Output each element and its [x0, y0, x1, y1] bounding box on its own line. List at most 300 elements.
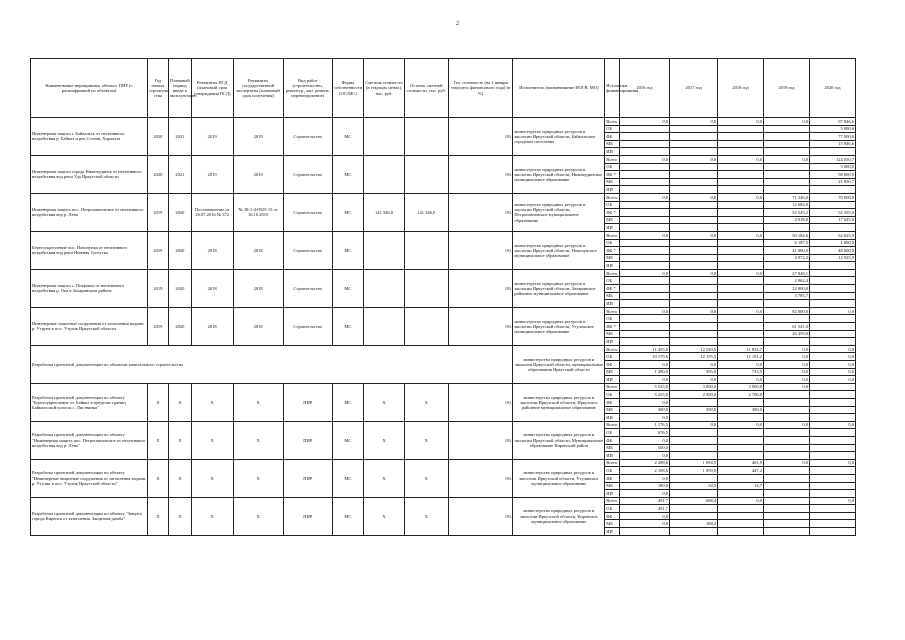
value-2016: [619, 292, 669, 300]
source-label: Всего: [605, 118, 620, 126]
source-label: Всего: [605, 307, 620, 315]
source-label: ОБ: [605, 505, 620, 513]
source-label: ОБ: [605, 201, 620, 209]
value-2019: 0,0: [764, 345, 810, 353]
commission-year: 2020: [168, 231, 191, 269]
expertise-details: 2018: [233, 269, 283, 307]
source-label: ФБ: [605, 361, 620, 369]
commission-year: X: [168, 459, 191, 497]
value-2020: [809, 414, 855, 422]
value-2017: [670, 186, 718, 194]
work-type: Строительство: [283, 118, 332, 156]
source-label: Всего: [605, 383, 620, 391]
value-2018: 0,0: [718, 376, 764, 384]
value-2018: 0,0: [718, 193, 764, 201]
value-2019: 0,0: [764, 155, 810, 163]
value-2016: [619, 262, 669, 270]
value-2019: [764, 429, 810, 437]
table-row: [31, 193, 856, 201]
value-2020: [809, 315, 855, 323]
source-label: Всего: [605, 231, 620, 239]
value-2019: [764, 300, 810, 308]
value-2020: [809, 482, 855, 490]
value-2020: [809, 269, 855, 277]
value-2019: 2 062,4: [764, 277, 810, 285]
value-2017: 395,0: [670, 368, 718, 376]
value-2018: [718, 429, 764, 437]
expertise-details: 2018: [233, 231, 283, 269]
value-2016: [619, 300, 669, 308]
value-2016: [619, 171, 669, 179]
object-name: Инженерная защита города Нижнеудинск от негативного воздействия вод реки Уда Иркутской области: [31, 155, 148, 193]
start-year: X: [147, 383, 168, 421]
ownership: МС: [332, 383, 363, 421]
value-2016: 0,0: [619, 118, 669, 126]
source-label: ИИ: [605, 338, 620, 346]
value-2017: [670, 338, 718, 346]
work-type: ПИР: [283, 421, 332, 459]
program-table: [30, 58, 856, 536]
source-label: Всего: [605, 345, 620, 353]
estimated-cost: X: [364, 497, 405, 535]
value-2018: [718, 292, 764, 300]
value-2016: 180,0: [619, 482, 669, 490]
pir-details: 2018: [191, 269, 233, 307]
value-2017: [670, 300, 718, 308]
executor: министерство природных ресурсов и экологии Иркутской области, Иркутское районное муниципальное образование: [513, 383, 605, 421]
header-estimated-cost: Сметная стоимость (в текущих ценах), тыс. руб.: [364, 59, 405, 118]
source-label: МБ: [605, 292, 620, 300]
value-2019: [764, 467, 810, 475]
value-2020: [809, 398, 855, 406]
commission-year: X: [168, 497, 191, 535]
value-2017: [670, 254, 718, 262]
value-2016: 0,0: [619, 231, 669, 239]
value-2018: [718, 277, 764, 285]
remaining-cost: [404, 155, 448, 193]
expertise-details: 2019: [233, 155, 283, 193]
value-2018: [718, 186, 764, 194]
value-2019: [764, 338, 810, 346]
pir-details: 2018: [191, 231, 233, 269]
value-2017: 12 155,5: [670, 353, 718, 361]
ownership: МС: [332, 193, 363, 231]
value-2017: [670, 239, 718, 247]
value-2019: 0,0: [764, 459, 810, 467]
value-2017: 0,0: [670, 269, 718, 277]
header-2020: 2020 год: [809, 59, 855, 118]
start-year: 2019: [147, 269, 168, 307]
header-work-type: Вид работ (строительство, реконстр., кап. ремонт, перевооружение): [283, 59, 332, 118]
value-2017: 0,0: [670, 421, 718, 429]
value-2016: [619, 163, 669, 171]
source-label: ОБ: [605, 239, 620, 247]
header-2018: 2018 год: [718, 59, 764, 118]
work-type: ПИР: [283, 459, 332, 497]
value-2018: [718, 262, 764, 270]
source-label: ОБ: [605, 277, 620, 285]
pir-details: 2019: [191, 155, 233, 193]
value-2016: 0,0: [619, 376, 669, 384]
value-2018: [718, 528, 764, 536]
value-2018: 11 834,7: [718, 345, 764, 353]
source-label: ОБ: [605, 125, 620, 133]
source-label: ИИ: [605, 528, 620, 536]
value-2016: [619, 239, 669, 247]
source-label: ИИ: [605, 224, 620, 232]
readiness: 0%: [448, 118, 513, 156]
value-2018: [718, 201, 764, 209]
value-2017: [670, 133, 718, 141]
header-sources: Источники финансирования: [605, 59, 620, 118]
value-2016: 0,0: [619, 307, 669, 315]
value-2020: 0,0: [809, 459, 855, 467]
value-2020: 0,0: [809, 353, 855, 361]
value-2016: 300,0: [619, 406, 669, 414]
value-2017: [670, 247, 718, 255]
value-2016: 0,0: [619, 414, 669, 422]
value-2016: 0,0: [619, 474, 669, 482]
ownership: МС: [332, 118, 363, 156]
value-2018: 3 000,0: [718, 383, 764, 391]
value-2020: 124 050,7: [809, 155, 855, 163]
source-label: МБ: [605, 406, 620, 414]
table-row: [31, 118, 856, 126]
value-2018: [718, 163, 764, 171]
value-2017: 1 094,5: [670, 459, 718, 467]
value-2018: 0,0: [718, 118, 764, 126]
work-type: Строительство: [283, 307, 332, 345]
source-label: МБ: [605, 482, 620, 490]
header-2017: 2017 год: [670, 59, 718, 118]
readiness: 0%: [448, 193, 513, 231]
ownership: МС: [332, 231, 363, 269]
value-2019: 0,0: [764, 353, 810, 361]
table-row: [31, 421, 856, 429]
value-2016: [619, 323, 669, 331]
value-2016: 5 525,0: [619, 383, 669, 391]
value-2016: 491,7: [619, 497, 669, 505]
value-2018: [718, 520, 764, 528]
executor: министерство природных ресурсов и экологии Иркутской области, Муниципальное образование Киренский район: [513, 421, 605, 459]
value-2020: [809, 323, 855, 331]
value-2016: 0,0: [619, 193, 669, 201]
value-2020: [809, 520, 855, 528]
value-2019: [764, 140, 810, 148]
executor: министерство природных ресурсов и экологии Иркутской области, Утуликское муниципальное образование: [513, 307, 605, 345]
ownership: МС: [332, 155, 363, 193]
object-name: Разработка проектной документации по объекту "Берегоукрепление оз. Байкал в пределах границ Байкальской полосы с. Листвянка": [31, 383, 148, 421]
executor: министерство природных ресурсов и экологии Иркутской области, Киренское муниципальное образование: [513, 497, 605, 535]
value-2017: [670, 292, 718, 300]
value-2018: [718, 505, 764, 513]
executor: министерство природных ресурсов и экологии Иркутской области, Новочунское муниципальное образование: [513, 231, 605, 269]
value-2017: 0,0: [670, 361, 718, 369]
value-2016: [619, 224, 669, 232]
value-2020: [809, 383, 855, 391]
source-label: ИИ: [605, 262, 620, 270]
commission-year: 2020: [168, 269, 191, 307]
value-2017: 34,5: [670, 482, 718, 490]
value-2017: [670, 330, 718, 338]
value-2020: [809, 201, 855, 209]
value-2017: [670, 398, 718, 406]
value-2017: [670, 452, 718, 460]
value-2017: [670, 216, 718, 224]
value-2016: 11 455,8: [619, 345, 669, 353]
value-2018: [718, 171, 764, 179]
value-2019: 12 682,0: [764, 201, 810, 209]
value-2020: [809, 444, 855, 452]
value-2019: 27 848,1: [764, 269, 810, 277]
value-2017: [670, 201, 718, 209]
value-2016: 10 179,6: [619, 353, 669, 361]
value-2017: [670, 490, 718, 498]
source-label: Всего: [605, 497, 620, 505]
table-row: [31, 231, 856, 239]
value-2016: 2 288,6: [619, 459, 669, 467]
expertise-details: X: [233, 497, 283, 535]
value-2019: 0,0: [764, 383, 810, 391]
expertise-details: X: [233, 421, 283, 459]
executor: министерство природных ресурсов и экологии Иркутской области, Байкальское городское поселение: [513, 118, 605, 156]
source-label: Всего: [605, 269, 620, 277]
header-ownership: Форма собственности (ОС/МС): [332, 59, 363, 118]
pir-details: 2018: [191, 307, 233, 345]
value-2020: [809, 490, 855, 498]
value-2018: 0,0: [718, 307, 764, 315]
source-label: ФБ *: [605, 285, 620, 293]
source-label: ОБ: [605, 315, 620, 323]
value-2017: [670, 315, 718, 323]
value-2020: 77 000,0: [809, 133, 855, 141]
start-year: 2019: [147, 231, 168, 269]
value-2017: [670, 505, 718, 513]
header-pir-details: Реквизиты ПСД (плановый срок утверждения ПСД): [191, 59, 233, 118]
value-2018: [718, 239, 764, 247]
value-2016: [619, 140, 669, 148]
value-2017: [670, 474, 718, 482]
estimated-cost: X: [364, 383, 405, 421]
value-2017: 188,2: [670, 520, 718, 528]
value-2019: [764, 414, 810, 422]
value-2020: [809, 277, 855, 285]
source-label: ФБ: [605, 133, 620, 141]
source-label: ФБ *: [605, 323, 620, 331]
value-2020: 15 846,6: [809, 140, 855, 148]
commission-year: 2020: [168, 307, 191, 345]
value-2018: 0,0: [718, 155, 764, 163]
value-2020: [809, 148, 855, 156]
source-label: ИИ: [605, 490, 620, 498]
value-2020: [809, 262, 855, 270]
value-2017: 0,0: [670, 307, 718, 315]
value-2020: [809, 467, 855, 475]
source-label: ОБ: [605, 467, 620, 475]
pir-details: Постановление от 26.07.2016 № 372: [191, 193, 233, 231]
source-label: ФБ: [605, 398, 620, 406]
table-row: [31, 459, 856, 467]
remaining-cost: X: [404, 421, 448, 459]
value-2017: [670, 528, 718, 536]
value-2019: 82 000,0: [764, 307, 810, 315]
value-2019: [764, 262, 810, 270]
ownership: МС: [332, 307, 363, 345]
value-2018: [718, 490, 764, 498]
remaining-cost: X: [404, 459, 448, 497]
value-2020: 17 645,0: [809, 216, 855, 224]
source-label: ОБ: [605, 391, 620, 399]
value-2018: 0,0: [718, 361, 764, 369]
value-2018: 0,0: [718, 497, 764, 505]
commission-year: 2021: [168, 118, 191, 156]
start-year: X: [147, 421, 168, 459]
value-2017: [670, 436, 718, 444]
estimated-cost: X: [364, 421, 405, 459]
start-year: X: [147, 459, 168, 497]
source-label: ИИ: [605, 376, 620, 384]
value-2020: [809, 285, 855, 293]
pir-details: X: [191, 383, 233, 421]
estimated-cost: X: [364, 459, 405, 497]
table-row: [31, 497, 856, 505]
value-2017: 3 800,0: [670, 383, 718, 391]
estimated-cost: [364, 269, 405, 307]
value-2018: [718, 148, 764, 156]
expertise-details: № 38-1-4-0925-15 от 16.10.2015: [233, 193, 283, 231]
value-2018: 447,2: [718, 467, 764, 475]
value-2017: [670, 171, 718, 179]
value-2018: [718, 224, 764, 232]
value-2018: [718, 512, 764, 520]
table-row: [31, 155, 856, 163]
value-2019: 0,0: [764, 376, 810, 384]
value-2019: 41 000,0: [764, 247, 810, 255]
source-label: Всего: [605, 421, 620, 429]
start-year: 2019: [147, 193, 168, 231]
value-2018: 0,0: [718, 421, 764, 429]
value-2016: 0,0: [619, 436, 669, 444]
value-2020: [809, 436, 855, 444]
value-2018: [718, 338, 764, 346]
readiness: 0%: [448, 307, 513, 345]
value-2017: [670, 323, 718, 331]
value-2019: [764, 178, 810, 186]
value-2016: 0,0: [619, 512, 669, 520]
remaining-cost: [404, 118, 448, 156]
value-2016: [619, 125, 669, 133]
value-2020: [809, 300, 855, 308]
value-2017: 0,0: [670, 376, 718, 384]
value-2019: [764, 406, 810, 414]
source-label: ИИ: [605, 148, 620, 156]
value-2016: 676,5: [619, 429, 669, 437]
estimated-cost: [364, 307, 405, 345]
expertise-details: 2018: [233, 307, 283, 345]
value-2019: [764, 512, 810, 520]
source-label: ФБ: [605, 474, 620, 482]
value-2017: 12 540,5: [670, 345, 718, 353]
header-remaining-cost: Остаток сметной стоимости, тыс. руб.: [404, 59, 448, 118]
value-2020: [809, 474, 855, 482]
value-2019: 4 918,8: [764, 216, 810, 224]
value-2019: 3 785,7: [764, 292, 810, 300]
table-row: [31, 269, 856, 277]
source-label: ОБ: [605, 163, 620, 171]
value-2019: 6 187,5: [764, 239, 810, 247]
value-2019: 0,0: [764, 421, 810, 429]
value-2016: 2 108,6: [619, 467, 669, 475]
commission-year: 2020: [168, 193, 191, 231]
value-2019: [764, 490, 810, 498]
value-2016: 5 225,0: [619, 391, 669, 399]
value-2019: [764, 474, 810, 482]
estimated-cost: [364, 231, 405, 269]
source-label: ИИ: [605, 186, 620, 194]
value-2020: 0,0: [809, 368, 855, 376]
value-2018: [718, 300, 764, 308]
value-2017: 0,0: [670, 118, 718, 126]
value-2017: [670, 224, 718, 232]
source-label: МБ: [605, 140, 620, 148]
value-2016: [619, 330, 669, 338]
pir-details: X: [191, 497, 233, 535]
value-2019: [764, 482, 810, 490]
value-2020: 0,0: [809, 307, 855, 315]
value-2019: 20 459,0: [764, 330, 810, 338]
value-2018: [718, 209, 764, 217]
value-2016: [619, 178, 669, 186]
source-label: ФБ *: [605, 209, 620, 217]
value-2018: 300,0: [718, 406, 764, 414]
value-2018: 2 700,0: [718, 391, 764, 399]
value-2018: [718, 140, 764, 148]
value-2018: [718, 247, 764, 255]
value-2019: 22 000,0: [764, 285, 810, 293]
value-2018: [718, 315, 764, 323]
value-2016: 1 176,5: [619, 421, 669, 429]
value-2016: 491,7: [619, 505, 669, 513]
remaining-cost: [404, 307, 448, 345]
ownership: МС: [332, 421, 363, 459]
readiness: 0%: [448, 459, 513, 497]
remaining-cost: 141 346,0: [404, 193, 448, 231]
executor: министерство природных ресурсов и экологии Иркутской области, Утуликское муниципальное образование: [513, 459, 605, 497]
remaining-cost: X: [404, 383, 448, 421]
value-2020: 70 000,0: [809, 193, 855, 201]
value-2019: [764, 398, 810, 406]
source-label: ОБ: [605, 353, 620, 361]
value-2017: 2 500,0: [670, 391, 718, 399]
readiness: 0%: [448, 383, 513, 421]
table-row: [31, 307, 856, 315]
value-2017: [670, 277, 718, 285]
start-year: X: [147, 497, 168, 535]
estimated-cost: [364, 118, 405, 156]
value-2019: [764, 163, 810, 171]
value-2016: [619, 247, 669, 255]
table-row: [31, 345, 856, 353]
value-2017: 500,0: [670, 406, 718, 414]
object-name: Инженерные защитные сооружения от затопления водами р. Утруна в пос. Утулик Иркутской области: [31, 307, 148, 345]
value-2016: 0,0: [619, 520, 669, 528]
value-2017: 1 059,0: [670, 467, 718, 475]
page-number: 2: [456, 21, 459, 27]
value-2020: [809, 452, 855, 460]
value-2019: 0,0: [764, 118, 810, 126]
start-year: 2020: [147, 155, 168, 193]
source-label: МБ: [605, 178, 620, 186]
